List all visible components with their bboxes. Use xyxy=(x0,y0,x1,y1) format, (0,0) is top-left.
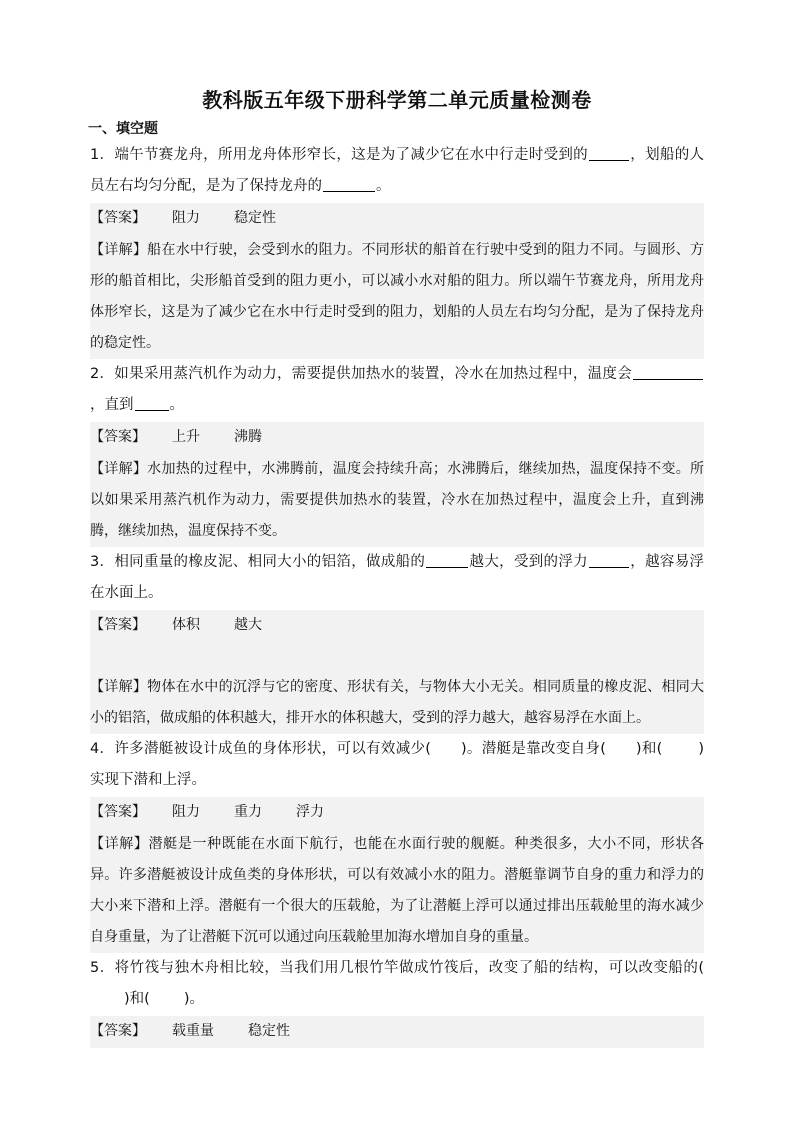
explanation xyxy=(90,235,704,359)
answer-blank xyxy=(589,145,629,161)
explanation xyxy=(90,672,704,734)
content xyxy=(90,118,704,1048)
question-5 xyxy=(90,953,704,1015)
explanation xyxy=(90,454,704,547)
answer-label: 【答案】 xyxy=(90,804,146,820)
question-text: ，划船的人员左右均匀分配，是为了保持龙舟的 xyxy=(90,147,704,194)
question-text: 3．相同重量的橡皮泥、相同大小的铝箔，做成船的 xyxy=(90,554,426,570)
answer-label: 【答案】 xyxy=(90,429,146,445)
answer-row xyxy=(90,422,704,454)
explanation-text: 水加热的过程中，水沸腾前，温度会持续升高；水沸腾后，继续加热，温度保持不变。所以如果采用蒸汽机作为动力，需要提供加热水的装置，冷水在加热过程中，温度会上升，直到沸腾，继续加热，温度保持不变。 xyxy=(90,461,705,539)
answer-spacer xyxy=(90,642,704,672)
question-text: ，越容易浮在水面上。 xyxy=(90,554,705,601)
explanation-label: 【详解】 xyxy=(90,461,148,477)
section-heading: 一、填空题 xyxy=(88,121,158,137)
answer-label: 【答案】 xyxy=(90,617,146,633)
question-3 xyxy=(90,547,704,609)
question-text: )实现下潜和上浮。 xyxy=(90,741,704,788)
answer-value: 体积 xyxy=(172,617,200,633)
question-text: 5．将竹筏与独木舟相比较，当我们用几根竹竿做成竹筏后，改变了船的结构，可以改变船的( xyxy=(90,960,704,976)
question-text: )和( xyxy=(635,741,663,757)
page-title: 教科版五年级下册科学第二单元质量检测卷 xyxy=(202,88,592,112)
question-text: )。潜艇是靠改变自身( xyxy=(460,741,606,757)
answer-value: 越大 xyxy=(234,617,262,633)
answer-label: 【答案】 xyxy=(90,210,146,226)
answer-value: 沸腾 xyxy=(234,429,262,445)
explanation-text: 船在水中行驶，会受到水的阻力。不同形状的船首在行驶中受到的阻力不同。与圆形、方形的船首相比，尖形船首受到的阻力更小，可以减小水对船的阻力。所以端午节赛龙舟，所用龙舟体形窄长，这是为了减少它在水中行走时受到的阻力，划船的人员左右均匀分配，是为了保持龙舟的稳定性。 xyxy=(90,242,705,351)
question-text: 2．如果采用蒸汽机作为动力，需要提供加热水的装置，冷水在加热过程中，温度会 xyxy=(90,366,632,382)
question-1 xyxy=(90,140,704,202)
answer-row xyxy=(90,797,704,829)
question-text: 。 xyxy=(169,397,184,413)
explanation-label: 【详解】 xyxy=(90,242,148,258)
explanation xyxy=(90,829,704,953)
question-text: 4．许多潜艇被设计成鱼的身体形状，可以有效减少( xyxy=(90,741,431,757)
explanation-text: 物体在水中的沉浮与它的密度、形状有关，与物体大小无关。相同质量的橡皮泥、相同大小的铝箔，做成船的体积越大，排开水的体积越大，受到的浮力越大，越容易浮在水面上。 xyxy=(90,679,705,726)
answer-value: 稳定性 xyxy=(248,1023,290,1039)
answer-row xyxy=(90,610,704,642)
answer-blank xyxy=(323,176,375,192)
question-text: 1．端午节赛龙舟，所用龙舟体形窄长，这是为了减少它在水中行走时受到的 xyxy=(90,147,588,163)
explanation-label: 【详解】 xyxy=(90,679,148,695)
question-text: )和( xyxy=(124,991,150,1007)
answer-row xyxy=(90,203,704,235)
question-text: 。 xyxy=(376,178,391,194)
explanation-text: 潜艇是一种既能在水面下航行，也能在水面行驶的舰艇。种类很多，大小不同，形状各异。许多潜艇被设计成鱼类的身体形状，可以有效减小水的阻力。潜艇靠调节自身的重力和浮力的大小来下潜和上浮。潜艇有一个很大的压载舱，为了让潜艇上浮可以通过排出压载舱里的海水减少自身重量，为了让潜艇下沉可以通过向压载舱里加海水增加自身的重量。 xyxy=(90,836,705,945)
answer-blank xyxy=(426,552,468,568)
question-4 xyxy=(90,734,704,796)
answer-value: 浮力 xyxy=(296,804,324,820)
answer-value: 稳定性 xyxy=(234,210,276,226)
answer-value: 阻力 xyxy=(172,210,200,226)
explanation-label: 【详解】 xyxy=(90,836,149,852)
answer-blank xyxy=(633,364,703,380)
answer-row xyxy=(90,1016,704,1048)
question-text: ，直到 xyxy=(90,397,134,413)
answer-label: 【答案】 xyxy=(90,1023,146,1039)
question-2 xyxy=(90,359,704,421)
answer-value: 重力 xyxy=(234,804,262,820)
answer-value: 阻力 xyxy=(172,804,200,820)
answer-blank xyxy=(589,552,629,568)
question-text: 越大，受到的浮力 xyxy=(469,554,588,570)
answer-blank xyxy=(135,395,169,411)
answer-value: 载重量 xyxy=(172,1023,214,1039)
question-text: )。 xyxy=(183,991,204,1007)
answer-value: 上升 xyxy=(172,429,200,445)
